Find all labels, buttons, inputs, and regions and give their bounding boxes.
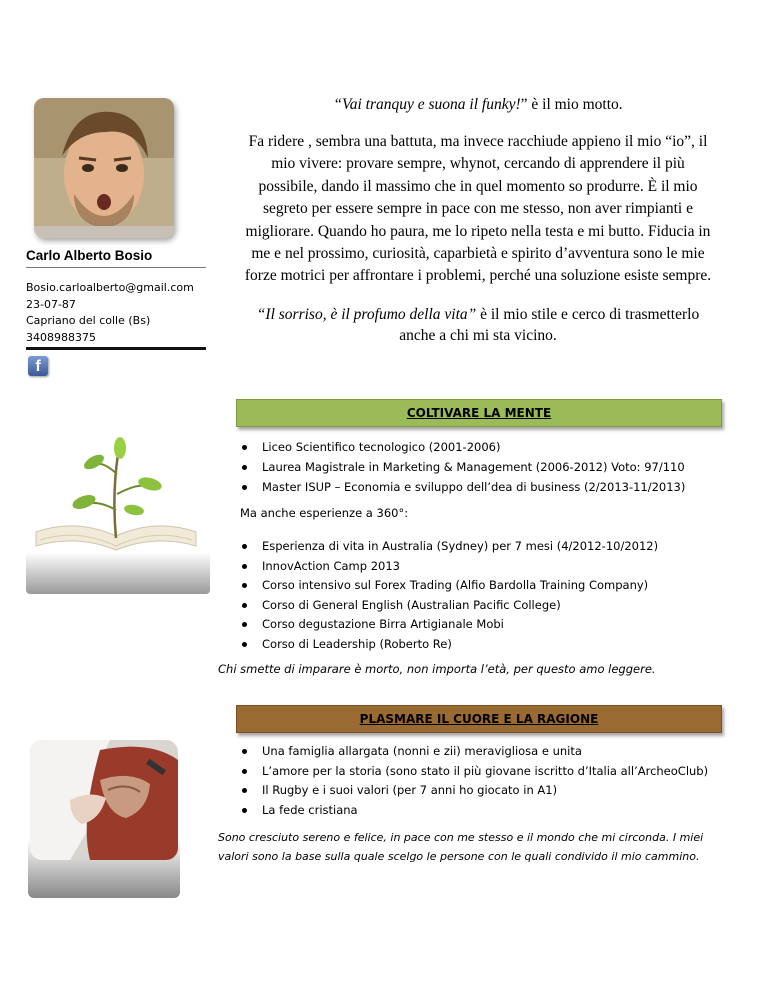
motto-rest: ” è il mio motto. [520,96,623,113]
smile-statement [240,304,716,346]
education-item: Laurea Magistrale in Marketing & Management (2006-2012) Voto: 97/110 [240,457,685,477]
learning-quote: Chi smette di imparare è morto, non importa l’età, per questo amo leggere. [218,662,656,676]
hands-image [30,740,178,860]
value-item: Il Rugby e i suoi valori (per 7 anni ho giocato in A1) [240,781,708,801]
contact-email[interactable]: Bosio.carloalberto@gmail.com [26,281,194,294]
contact-info [26,280,194,346]
motto-quote: “Vai tranquy e suona il funky! [333,96,521,113]
divider-thick [26,347,206,350]
contact-location: Capriano del colle (Bs) [26,314,151,327]
smile-quote: “Il sorriso, è il profumo della vita” [256,306,477,323]
education-item: Liceo Scientifico tecnologico (2001-2006) [240,437,685,457]
experience-item: Corso di General English (Australian Pacific College) [240,596,658,616]
experience-item: Corso degustazione Birra Artigianale Mobi [240,615,658,635]
education-list [240,437,685,497]
experience-item: Corso di Leadership (Roberto Re) [240,635,658,655]
facebook-icon[interactable]: f [28,356,48,376]
motto [240,96,716,114]
experience-item: InnovAction Camp 2013 [240,557,658,577]
education-item: Master ISUP – Economia e sviluppo dell’dea di business (2/2013-11/2013) [240,477,685,497]
profile-name: Carlo Alberto Bosio [26,248,153,263]
contact-birthdate: 23-07-87 [26,297,76,311]
experience-item: Esperienza di vita in Australia (Sydney) per 7 mesi (4/2012-10/2012) [240,537,658,557]
value-item: La fede cristiana [240,801,708,821]
section-header-heart: PLASMARE IL CUORE E LA RAGIONE [236,705,722,733]
experiences-intro: Ma anche esperienze a 360°: [240,506,409,520]
values-list [240,742,708,820]
profile-photo [34,98,174,238]
experience-item: Corso intensivo sul Forex Trading (Alfio Bardolla Training Company) [240,576,658,596]
divider-thin [26,267,206,268]
contact-phone[interactable]: 3408988375 [26,330,96,344]
value-item: L’amore per la storia (sono stato il più giovane iscritto d’Italia all’ArcheoClub) [240,762,708,782]
smile-rest: è il mio stile e cerco di trasmetterlo anche a chi mi sta vicino. [399,306,700,344]
experiences-list [240,537,658,654]
plant-book-image [28,414,204,590]
section-header-mind: COLTIVARE LA MENTE [236,399,722,427]
intro-paragraph: Fa ridere , sembra una battuta, ma invece racchiude appieno il mio “io”, il mio vivere: provare sempre, whynot, cercando di apprendere il più possibile, dando il massimo che in quel momento so produrre. È il mio segreto per essere sempre in pace con me stesso, non aver rimpianti e migliorare. Quando ho paura, me lo ripeto nella testa e mi butto. Fiducia in me e nel prossimo, curiosità, caparbietà e spirito d’avventura sono le mie forze motrici per affrontare i problemi, perché una soluzione esiste sempre. [244,133,712,285]
values-quote: Sono cresciuto sereno e felice, in pace con me stesso e il mondo che mi circonda. I miei valori sono la base sulla quale scelgo le persone con le quali condivido il mio cammino. [218,831,704,863]
value-item: Una famiglia allargata (nonni e zii) meravigliosa e unita [240,742,708,762]
